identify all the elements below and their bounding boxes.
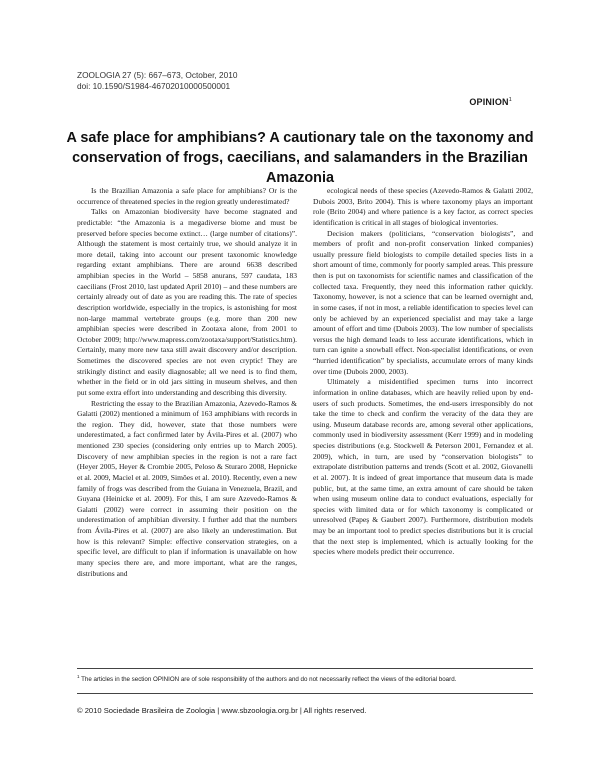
- right-column: [313, 186, 533, 558]
- left-column: [77, 186, 297, 579]
- paragraph: Decision makers (politicians, “conservation biologists”, and members of profit and non-profit conservation linked companies) usually pressure field biologists to compile detailed species lists in a short amount of time, commonly for poorly sampled areas. This pressure then is put on taxonomists for scientific names and classification of the collected taxa. Frequently, they need this information rather quickly. Taxonomy, however, is not a science that can be learned overnight and, in some cases, if not in most, a reliable identification to species level can only be achieved by an experienced specialist and may take a large amount of effort and time (Dubois 2003). The low number of specialists versus the high demand leads to less accurate identifications, which in turn can ignite a snowball effect. Non-specialist identifications, or even “hurried identification” by specialists, accumulate errors of many kinds over time (Dubois 2000, 2003).: [313, 228, 533, 376]
- section-name: OPINION: [469, 97, 509, 107]
- footnote-text: The articles in the section OPINION are of sole responsibility of the authors and do not necessarily reflect the views of the editorial board.: [81, 676, 457, 684]
- paragraph: ecological needs of these species (Azevedo-Ramos & Galatti 2002, Dubois 2003, Brito 2004). This is where taxonomy plays an important role (Brito 2004) and where patience is a key factor, as correct species identification is critical in all stages of biological inventories.: [313, 186, 533, 227]
- paragraph: Is the Brazilian Amazonia a safe place for amphibians? Or is the occurrence of threatened species in the region greatly underestimated?: [77, 186, 297, 206]
- copyright-line: © 2010 Sociedade Brasileira de Zoologia | www.sbzoologia.org.br | All rights reserved.: [77, 706, 367, 715]
- journal-citation: ZOOLOGIA 27 (5): 667–673, October, 2010: [77, 70, 238, 80]
- section-footnote-marker: 1: [508, 97, 512, 103]
- article-title-line-2: conservation of frogs, caecilians, and salamanders in the Brazilian Amazonia: [72, 150, 528, 186]
- paragraph: Talks on Amazonian biodiversity have become stagnated and predictable: “the Amazonia is a megadiverse biome and must be preserved before species become extinct… (large number of citations)”. Although the statement is most certainly true, we should analyze it in more detail, taking into account our present taxonomic knowledge regarding extant amphibians. There are around 6638 described amphibian species in the World – 5858 anurans, 597 caudata, 183 caecilians (Frost 2010, last updated April 2010) – and these numbers are certainly already out of date as you are reading this. The rate of species description worldwide, especially in the tropics, is astonishing for most non-large mammal vertebrate groups (e.g. more than 200 new amphibian species were described in Zootaxa alone, from 2001 to October 2009; http://www.mapress.com/zootaxa/support/Statistics.htm). Certainly, many more new taxa still await discovery and/or description. Sometimes the discovered species are not even cryptic! They are strikingly distinct and easily diagnosable; all we need is to find them, whether in the field or in old jars sitting in museum shelves, and then put some extra effort into understanding and describing this diversity.: [77, 207, 297, 397]
- footnote-marker: 1: [77, 674, 80, 679]
- article-title-line-1: A safe place for amphibians? A cautionary tale on the taxonomy and: [66, 130, 534, 146]
- section-label: [469, 97, 512, 107]
- paragraph: Ultimately a misidentified specimen turns into incorrect information in online databases, which are heavily relied upon by end-users of such products. Sometimes, the end-users irresponsibly do not take the time to check and confirm the veracity of the data they are using. Museum database records are, among several other applications, commonly used in biodiversity assessment (Kerr 1999) and in modeling species distributions (e.g. Stockwell & Peterson 2001, Fernandez et al. 2009), which, in turn, are used by “conservation biologists” to extrapolate distribution patterns and trends (Scott et al. 2002, Giovanelli et al. 2007). It is indeed of great importance that museum data is made public, but, at the same time, an extra amount of care should be taken when using museum online data to conduct evaluations, especially for species with limited data or for which taxonomy is complicated or unresolved (Papeş & Gaubert 2007). Furthermore, distribution models may be an important tool to predict species distributions but it is crucial that the next step is implemented, which is actually looking for the species where models predict their occurrence.: [313, 377, 533, 557]
- footnote: [77, 673, 547, 684]
- journal-header: [77, 70, 238, 92]
- journal-doi: doi: 10.1590/S1984-46702010000500001: [77, 81, 231, 91]
- article-title: [40, 128, 560, 188]
- paragraph: Restricting the essay to the Brazilian Amazonia, Azevedo-Ramos & Galatti (2002) mentioned a minimum of 163 amphibians with records in the region. They did, however, state that those numbers were underestimated, a fact confirmed later by Ávila-Pires et al. (2007) who mentioned 230 species (considering only entries up to March 2005). Discovery of new amphibian species in the region is not a rare fact (Heyer 2005, Heyer & Crombie 2005, Peloso & Sturaro 2008, Hepnicke et al. 2009, Maciel et al. 2009, Simões et al. 2010). Recently, even a new family of frogs was described from the Guiana in Venezuela, Brazil, and Guyana (Heinicke et al. 2009). For this, I am sure Azevedo-Ramos & Galatti (2002) were correct in assuming their position on the underestimation of amphibian diversity. I further add that the numbers from Ávila-Pires et al. (2007) are also likely an underestimation. But how is this relevant? Simple: effective conservation strategies, on a specific level, are difficult to plan if information is unavailable on how many species there are, and more important, what are the ranges, distributions and: [77, 398, 297, 578]
- footnote-divider: [77, 668, 533, 669]
- copyright-divider: [77, 693, 533, 694]
